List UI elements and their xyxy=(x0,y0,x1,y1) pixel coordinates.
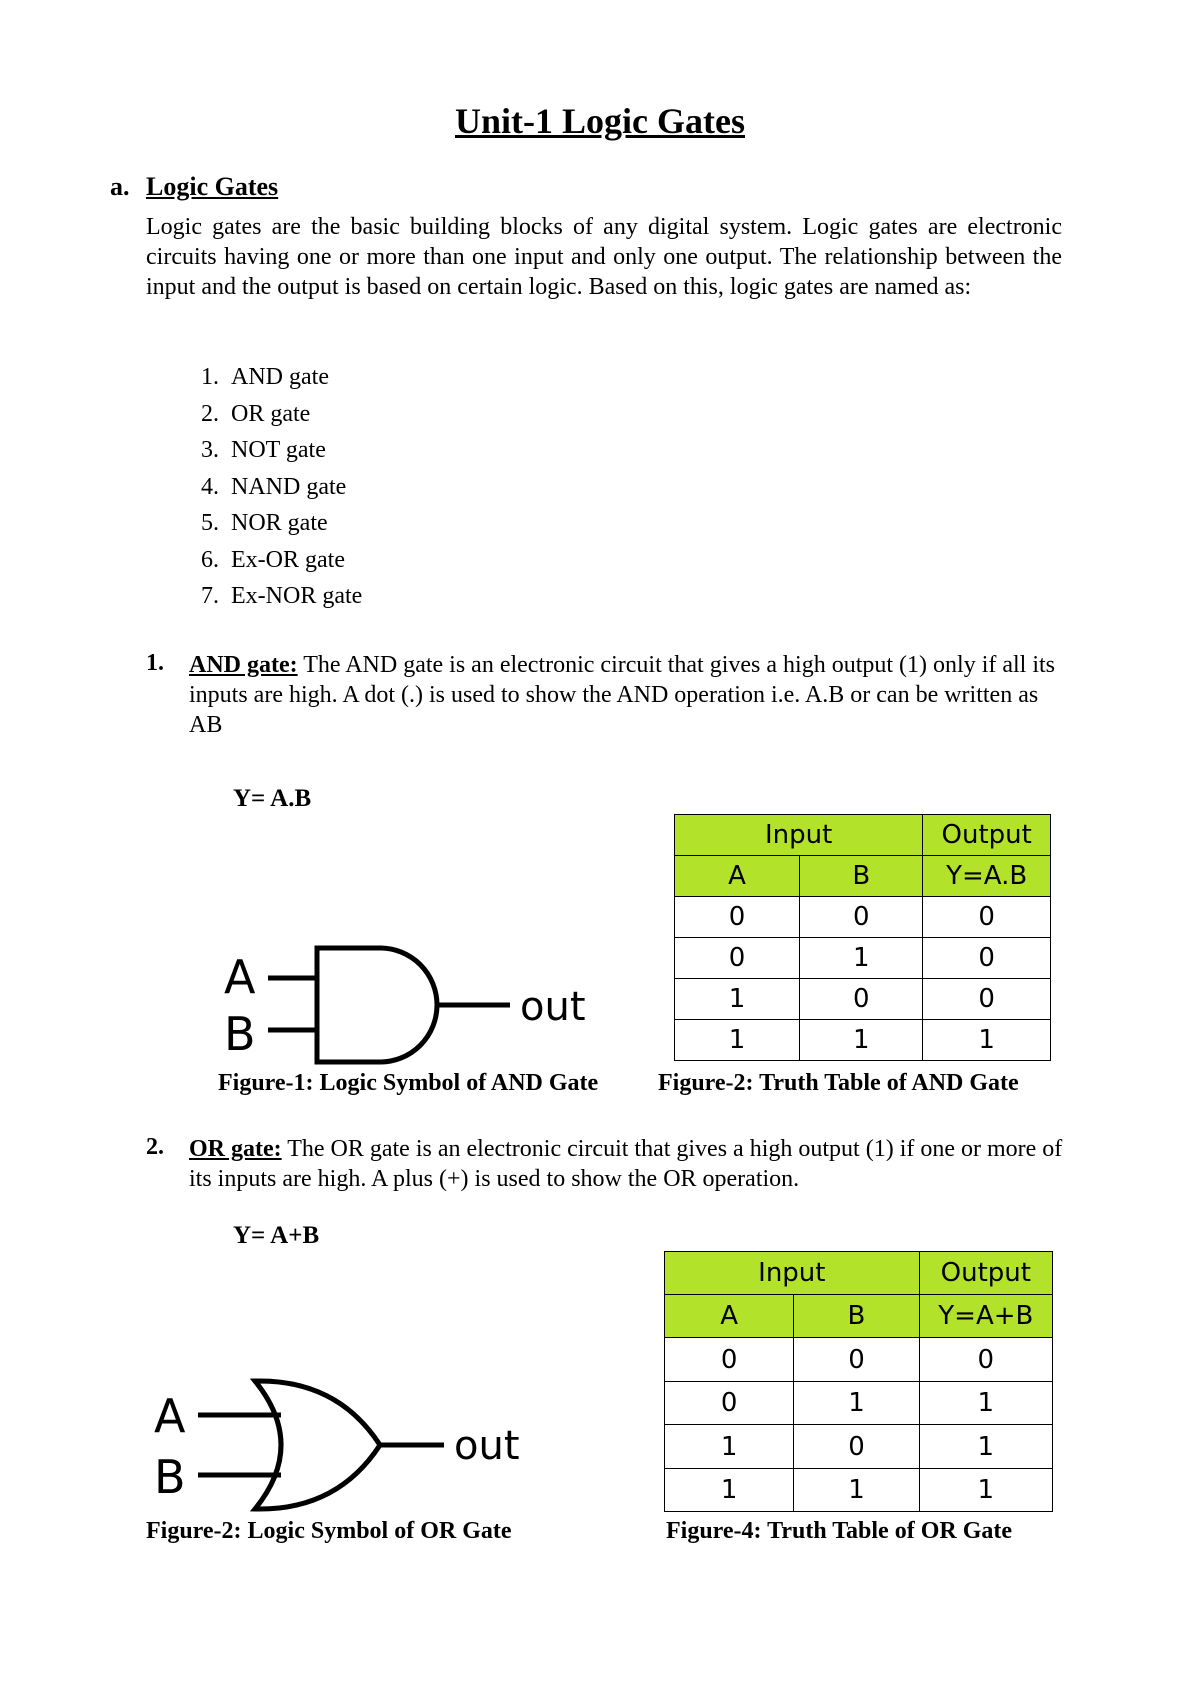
table-row xyxy=(675,1020,1051,1061)
table-header-cell: Y=A+B xyxy=(919,1295,1052,1338)
list-item xyxy=(146,435,362,472)
table-header-cell: B xyxy=(794,1295,919,1338)
and-input-b-label: B xyxy=(224,1007,256,1061)
or-table-caption: Figure-4: Truth Table of OR Gate xyxy=(666,1518,1013,1544)
table-cell: 1 xyxy=(794,1382,919,1425)
table-cell: 0 xyxy=(800,897,923,938)
list-item-label: Ex-NOR gate xyxy=(231,583,363,609)
table-group-header: Output xyxy=(923,815,1051,856)
table-cell: 0 xyxy=(675,938,800,979)
table-cell: 0 xyxy=(794,1338,919,1382)
or-gate-body xyxy=(255,1381,380,1509)
table-cell: 1 xyxy=(665,1425,794,1469)
table-header-cell: Y=A.B xyxy=(923,856,1051,897)
table-group-header: Input xyxy=(675,815,923,856)
list-item-label: NOT gate xyxy=(231,437,326,463)
or-gate-symbol xyxy=(152,1375,542,1515)
and-symbol-caption: Figure-1: Logic Symbol of AND Gate xyxy=(218,1070,599,1096)
or-input-a-label: A xyxy=(154,1389,186,1443)
and-table-caption: Figure-2: Truth Table of AND Gate xyxy=(658,1070,1019,1096)
table-cell: 1 xyxy=(675,1020,800,1061)
list-item-number: 6. xyxy=(201,546,219,573)
and-output-label: out xyxy=(520,984,586,1030)
table-cell: 0 xyxy=(923,938,1051,979)
and-gate-title: AND gate: xyxy=(189,652,298,678)
table-header-cell: A xyxy=(675,856,800,897)
list-item-label: Ex-OR gate xyxy=(231,546,345,573)
list-item-number: 2. xyxy=(201,400,219,427)
list-item-number: 5. xyxy=(201,510,219,536)
and-gate-body xyxy=(317,948,437,1062)
table-cell: 1 xyxy=(800,938,923,979)
table-cell: 0 xyxy=(794,1425,919,1469)
table-header-cell: B xyxy=(800,856,923,897)
and-truth-table xyxy=(674,814,1051,1061)
or-gate-title: OR gate: xyxy=(189,1136,282,1162)
list-item xyxy=(146,399,362,436)
table-cell: 0 xyxy=(665,1382,794,1425)
list-item xyxy=(146,545,362,582)
table-cell: 0 xyxy=(800,979,923,1020)
list-item-label: NOR gate xyxy=(231,510,328,536)
table-row xyxy=(675,979,1051,1020)
and-gate-symbol xyxy=(220,940,600,1070)
section-heading: Logic Gates xyxy=(146,172,279,201)
table-cell: 1 xyxy=(919,1425,1052,1469)
table-cell: 0 xyxy=(923,979,1051,1020)
table-row xyxy=(665,1338,1053,1382)
list-item-number: 1. xyxy=(201,364,219,390)
or-gate-equation: Y= A+B xyxy=(233,1222,320,1249)
and-gate-text: The AND gate is an electronic circuit that gives a high output (1) only if all its inputs are high. A dot (.) is used to show the AND operation i.e. A.B or can be written as AB xyxy=(189,652,1056,738)
table-cell: 0 xyxy=(665,1338,794,1382)
table-row xyxy=(675,897,1051,938)
table-group-header: Input xyxy=(665,1252,920,1295)
list-item-label: NAND gate xyxy=(231,473,347,500)
table-row xyxy=(665,1425,1053,1469)
and-gate-equation: Y= A.B xyxy=(233,785,312,812)
or-gate-number: 2. xyxy=(146,1134,164,1160)
table-cell: 0 xyxy=(923,897,1051,938)
or-input-b-label: B xyxy=(154,1450,186,1504)
table-cell: 0 xyxy=(919,1338,1052,1382)
table-cell: 1 xyxy=(675,979,800,1020)
list-item xyxy=(146,362,362,399)
list-item-number: 7. xyxy=(201,583,219,609)
table-header-cell: A xyxy=(665,1295,794,1338)
section-marker: a. xyxy=(110,172,130,201)
or-gate-description xyxy=(189,1134,1069,1194)
table-cell: 1 xyxy=(800,1020,923,1061)
list-item xyxy=(146,472,362,509)
or-symbol-caption: Figure-2: Logic Symbol of OR Gate xyxy=(146,1518,512,1544)
list-item-label: AND gate xyxy=(231,364,329,390)
and-input-a-label: A xyxy=(224,950,256,1004)
or-truth-table xyxy=(664,1251,1053,1512)
page-title: Unit-1 Logic Gates xyxy=(455,101,745,141)
list-item-number: 4. xyxy=(201,473,219,500)
or-gate-text: The OR gate is an electronic circuit that gives a high output (1) if one or more of its inputs are high. A plus (+) is used to show the OR operation. xyxy=(189,1136,1063,1192)
table-cell: 1 xyxy=(794,1469,919,1512)
table-cell: 1 xyxy=(923,1020,1051,1061)
table-cell: 0 xyxy=(675,897,800,938)
gate-list xyxy=(146,362,362,618)
intro-paragraph: Logic gates are the basic building blocks of any digital system. Logic gates are electronic circuits having one or more than one input and only one output. The relationship between the input and the output is based on certain logic. Based on this, logic gates are named as: xyxy=(146,214,1062,300)
list-item xyxy=(146,508,362,545)
table-cell: 1 xyxy=(665,1469,794,1512)
table-cell: 1 xyxy=(919,1382,1052,1425)
table-row xyxy=(675,938,1051,979)
table-cell: 1 xyxy=(919,1469,1052,1512)
table-row xyxy=(665,1382,1053,1425)
and-gate-number: 1. xyxy=(146,650,164,676)
or-output-label: out xyxy=(454,1423,520,1469)
list-item-label: OR gate xyxy=(231,400,311,427)
list-item-number: 3. xyxy=(201,437,219,463)
list-item xyxy=(146,581,362,618)
and-gate-description xyxy=(189,650,1069,740)
table-row xyxy=(665,1469,1053,1512)
table-group-header: Output xyxy=(919,1252,1052,1295)
